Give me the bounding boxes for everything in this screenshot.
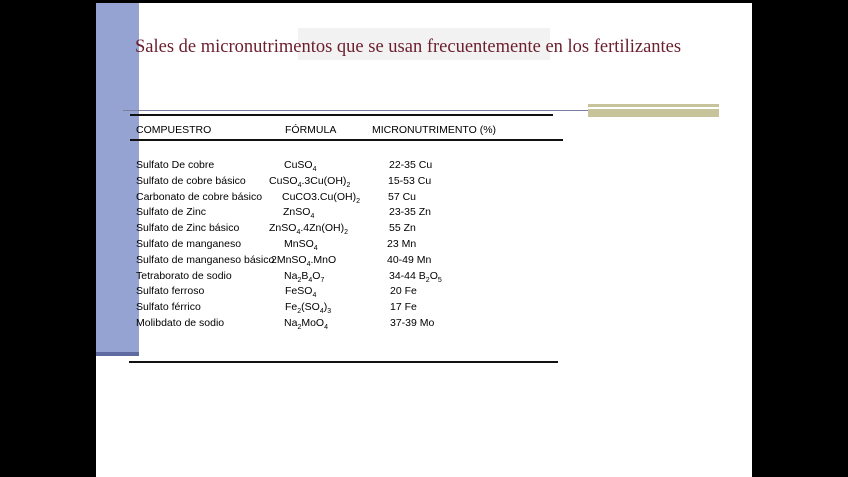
cell-micronutrient: 37-39 Mo xyxy=(390,317,435,329)
column-header-compound: COMPUESTRO xyxy=(136,124,212,136)
cell-compound: Sulfato ferroso xyxy=(136,285,205,298)
table-bottom-rule xyxy=(129,361,558,363)
cell-compound: Sulfato De cobre xyxy=(136,159,215,171)
decorative-bar xyxy=(588,104,719,117)
cell-micronutrient: 23-35 Zn xyxy=(389,206,432,219)
cell-micronutrient: 23 Mn xyxy=(387,238,417,250)
cell-formula: 2MnSO$_4$.MnO xyxy=(271,253,337,268)
cell-micronutrient: 15-53 Cu xyxy=(388,174,432,187)
slide-title: Sales de micronutrimentos que se usan frecuentemente en los fertilizantes xyxy=(135,37,682,57)
cell-formula: $Na_2MoO_4$ xyxy=(284,317,329,331)
cell-micronutrient: 17 Fe xyxy=(390,301,417,314)
cell-compound: Sulfato de Zinc xyxy=(136,206,207,219)
accent-bar-shadow xyxy=(96,352,139,356)
cell-formula: $Na_2B_4O_7$ xyxy=(284,269,325,284)
cell-micronutrient: 55 Zn xyxy=(389,222,416,235)
cell-formula: MnSO$_4$ xyxy=(284,238,318,252)
column-header-micronutrient: MICRONUTRIMENTO (%) xyxy=(372,124,497,136)
cell-formula: $Fe_2(SO_4)_3$ xyxy=(285,301,332,316)
cell-compound: Sulfato de Zinc básico xyxy=(136,222,240,235)
cell-formula: ZnSO$_4$ xyxy=(283,206,315,221)
cell-formula: $CuCO3.Cu(OH)_2$ xyxy=(282,190,361,205)
cell-formula: FeSO$_4$ xyxy=(285,285,317,300)
table-header-rule xyxy=(130,139,563,141)
cell-formula: $CuSO_4.3Cu(OH)_2$ xyxy=(269,174,351,189)
cell-compound: Carbonato de cobre básico xyxy=(136,190,263,203)
slide xyxy=(96,3,752,477)
cell-micronutrient: 40-49 Mn xyxy=(387,253,432,266)
cell-compound: Sulfato de manganeso xyxy=(136,238,242,250)
table-top-rule xyxy=(130,114,553,116)
accent-bar xyxy=(96,3,139,354)
cell-compound: Sulfato de manganeso básico xyxy=(136,253,275,266)
cell-micronutrient: 22-35 Cu xyxy=(389,159,433,171)
cell-micronutrient: 57 Cu xyxy=(388,190,417,203)
cell-formula: $ZnSO_4.4Zn(OH)_2$ xyxy=(269,222,349,237)
cell-micronutrient: 34-44 $B_2O_5$ xyxy=(389,269,442,284)
cell-formula: CuSO$_4$ xyxy=(284,159,317,173)
cell-compound: Molibdato de sodio xyxy=(136,317,225,329)
cell-micronutrient: 20 Fe xyxy=(390,285,417,298)
divider-line xyxy=(123,110,619,111)
cell-compound: Sulfato férrico xyxy=(136,301,201,314)
cell-compound: Tetraborato de sodio xyxy=(136,269,232,282)
cell-compound: Sulfato de cobre básico xyxy=(136,174,246,187)
column-header-formula: FÓRMULA xyxy=(285,124,337,136)
